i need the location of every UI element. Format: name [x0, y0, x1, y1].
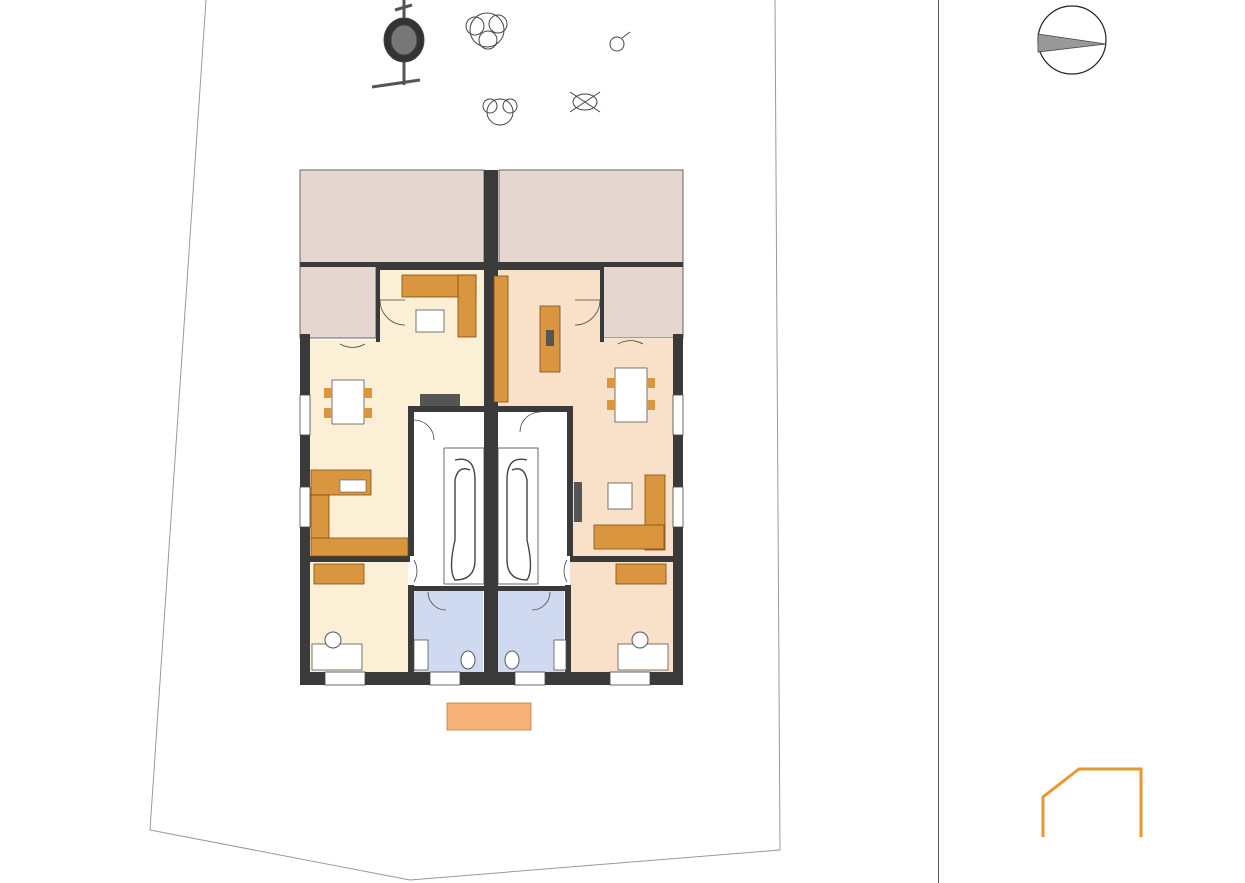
north-arrow-icon [1036, 4, 1108, 76]
plant-symbol-swing [372, 0, 424, 87]
tree-symbol [466, 13, 507, 49]
tree-symbol-2 [483, 99, 517, 125]
shrub-symbol [610, 32, 630, 51]
height-note [447, 703, 531, 730]
house-outline-icon [969, 765, 1231, 845]
garden-plants [372, 0, 630, 125]
title-block-panel [938, 0, 1245, 883]
visioplanhaus-logo [969, 765, 1231, 865]
shrub-symbol-2 [570, 92, 600, 112]
